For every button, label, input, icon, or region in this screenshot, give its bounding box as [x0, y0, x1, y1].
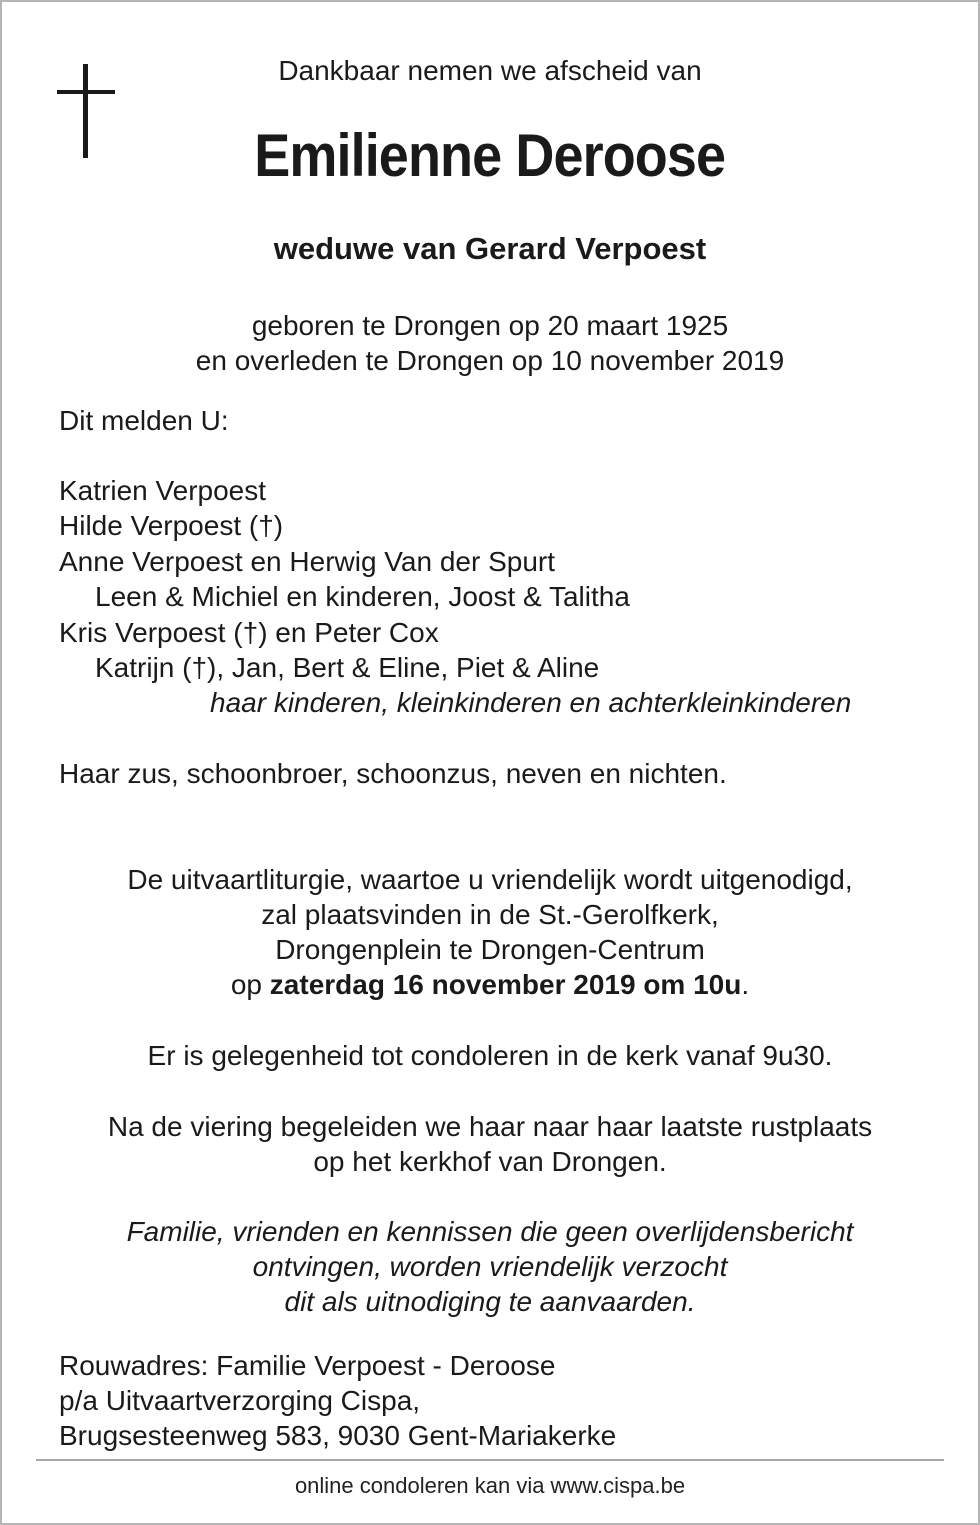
funeral-date-prefix: op	[230, 969, 270, 1000]
footer-divider	[36, 1459, 944, 1461]
funeral-line: De uitvaartliturgie, waartoe u vriendelijk wordt uitgenodigd,	[127, 864, 853, 895]
intro-text: Dankbaar nemen we afscheid van	[278, 55, 702, 86]
mourner-line: Anne Verpoest en Herwig Van der Spurt	[59, 546, 556, 577]
death-text: en overleden te Drongen op 10 november 2019	[195, 345, 785, 376]
mourner-line: Kris Verpoest (†) en Peter Cox	[59, 617, 439, 648]
funeral-date: zaterdag 16 november 2019 om 10u	[269, 969, 742, 1000]
funeral-line: zal plaatsvinden in de St.-Gerolfkerk,	[261, 899, 719, 930]
report-intro: Dit melden U:	[59, 405, 229, 436]
mourner-line: Hilde Verpoest (†)	[59, 510, 284, 541]
funeral-date-line	[0, 968, 980, 1002]
relatives-text: Haar zus, schoonbroer, schoonzus, neven en nichten.	[59, 758, 727, 789]
address-line: Rouwadres: Familie Verpoest - Deroose	[59, 1350, 556, 1381]
invitation-line: dit als uitnodiging te aanvaarden.	[284, 1286, 696, 1317]
funeral-line: Drongenplein te Drongen-Centrum	[275, 934, 705, 965]
widow-of-text: weduwe van Gerard Verpoest	[273, 231, 707, 266]
birth-text: geboren te Drongen op 20 maart 1925	[251, 310, 729, 341]
funeral-date-suffix: .	[741, 969, 750, 1000]
mourner-line: Leen & Michiel en kinderen, Joost & Talitha	[95, 581, 630, 612]
burial-line: Na de viering begeleiden we haar naar haar laatste rustplaats	[107, 1111, 873, 1142]
mourners-role: haar kinderen, kleinkinderen en achterkleinkinderen	[210, 687, 852, 718]
address-line: Brugsesteenweg 583, 9030 Gent-Mariakerke	[59, 1420, 617, 1451]
condolence-text: Er is gelegenheid tot condoleren in de kerk vanaf 9u30.	[147, 1040, 833, 1071]
online-condolence-link[interactable]: online condoleren kan via www.cispa.be	[294, 1473, 686, 1498]
deceased-name: Emilienne Deroose	[254, 122, 726, 189]
invitation-line: ontvingen, worden vriendelijk verzocht	[252, 1251, 728, 1282]
invitation-line: Familie, vrienden en kennissen die geen overlijdensbericht	[126, 1216, 854, 1247]
burial-line: op het kerkhof van Drongen.	[313, 1146, 667, 1177]
address-line: p/a Uitvaartverzorging Cispa,	[59, 1385, 421, 1416]
mourner-line: Katrien Verpoest	[59, 475, 267, 506]
mourner-line: Katrijn (†), Jan, Bert & Eline, Piet & Aline	[95, 652, 600, 683]
